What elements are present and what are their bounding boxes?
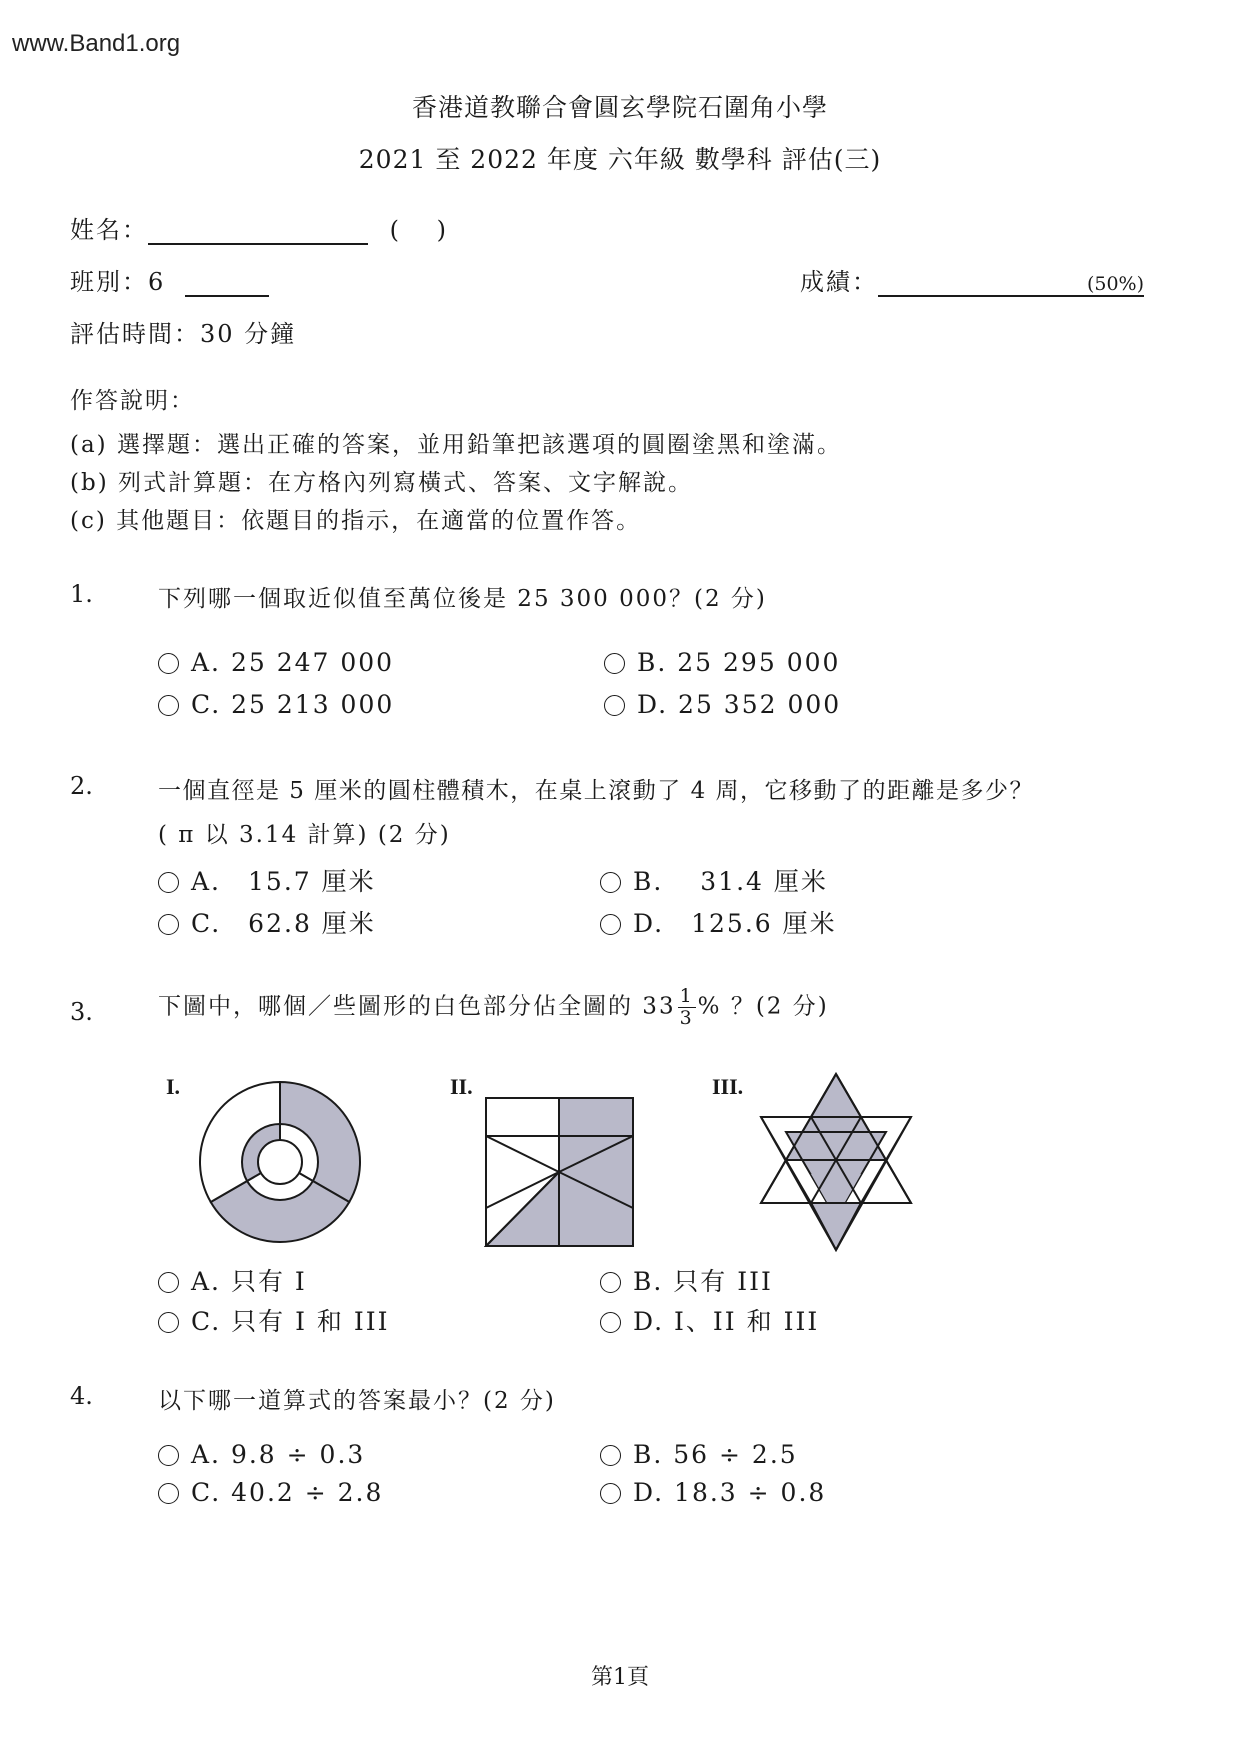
option-a[interactable]: A. 25 247 000: [158, 648, 394, 677]
radio-circle-icon[interactable]: [600, 872, 621, 893]
figure-iii-star: [758, 1072, 914, 1254]
site-watermark: www.Band1.org: [12, 30, 181, 57]
score-label: 成績：: [800, 268, 878, 296]
class-number-paren: ( ): [389, 216, 448, 244]
option-b[interactable]: B. 25 295 000: [604, 648, 840, 677]
school-name: 香港道教聯合會圓玄學院石圍角小學: [411, 93, 828, 122]
instruction-item: (b) 列式計算題：在方格內列寫橫式、答案、文字解說。: [70, 470, 693, 496]
name-blank[interactable]: [148, 219, 368, 245]
option-b[interactable]: B. 31.4 厘米: [600, 862, 828, 898]
figure-i-ring: [190, 1072, 370, 1252]
radio-circle-icon[interactable]: [158, 1272, 179, 1293]
radio-circle-icon[interactable]: [604, 653, 625, 674]
instruction-item: (c) 其他題目：依題目的指示，在適當的位置作答。: [70, 508, 642, 534]
time-label: 評估時間：30 分鐘: [70, 320, 297, 348]
instructions-heading: 作答說明：: [70, 388, 195, 414]
instruction-item: (a) 選擇題：選出正確的答案，並用鉛筆把該選項的圓圈塗黑和塗滿。: [70, 432, 842, 458]
option-d[interactable]: D. 125.6 厘米: [600, 904, 837, 940]
name-label: 姓名：: [70, 216, 148, 244]
class-field: [70, 262, 269, 297]
radio-circle-icon[interactable]: [600, 1445, 621, 1466]
option-d[interactable]: D. I、II 和 III: [600, 1302, 819, 1338]
score-blank[interactable]: [878, 271, 1144, 297]
radio-circle-icon[interactable]: [600, 914, 621, 935]
option-c[interactable]: C. 只有 I 和 III: [158, 1302, 389, 1338]
question-text: 下圖中，哪個／些圖形的白色部分佔全圖的 33 $\frac{1}{3}$ % ？(2 分): [158, 985, 829, 1029]
radio-circle-icon[interactable]: [158, 1483, 179, 1504]
question-text: 一個直徑是 5 厘米的圓柱體積木，在桌上滾動了 4 周，它移動了的距離是多少？: [158, 778, 1035, 804]
exam-title: 2021 至 2022 年度 六年級 數學科 評估(三): [358, 145, 882, 174]
option-d[interactable]: D. 25 352 000: [604, 690, 841, 719]
fraction-one-third: $\frac{1}{3}$: [679, 985, 694, 1029]
question-text: 下列哪一個取近似值至萬位後是 25 300 000？(2 分): [158, 586, 767, 612]
radio-circle-icon[interactable]: [604, 695, 625, 716]
option-c[interactable]: C. 25 213 000: [158, 690, 394, 719]
option-c[interactable]: C. 40.2 ÷ 2.8: [158, 1478, 383, 1507]
score-weight: (50%): [1086, 273, 1144, 295]
figure-ii-square: [484, 1096, 640, 1252]
class-blank[interactable]: [185, 271, 269, 297]
option-d[interactable]: D. 18.3 ÷ 0.8: [600, 1478, 826, 1507]
radio-circle-icon[interactable]: [158, 653, 179, 674]
page-number: 第1頁: [591, 1665, 649, 1690]
option-b[interactable]: B. 只有 III: [600, 1262, 773, 1298]
class-label: 班別：6: [70, 268, 166, 296]
figure-label-i: I.: [166, 1074, 181, 1099]
name-field: [70, 210, 448, 245]
radio-circle-icon[interactable]: [600, 1312, 621, 1333]
question-number: 3.: [70, 998, 93, 1026]
figure-label-iii: III.: [712, 1074, 744, 1099]
figure-label-ii: II.: [450, 1074, 473, 1099]
radio-circle-icon[interactable]: [158, 914, 179, 935]
question-number: 2.: [70, 772, 93, 800]
radio-circle-icon[interactable]: [600, 1483, 621, 1504]
question-number: 1.: [70, 580, 93, 608]
question-number: 4.: [70, 1382, 93, 1410]
radio-circle-icon[interactable]: [158, 872, 179, 893]
option-a[interactable]: A. 只有 I: [158, 1262, 307, 1298]
option-b[interactable]: B. 56 ÷ 2.5: [600, 1440, 798, 1469]
radio-circle-icon[interactable]: [600, 1272, 621, 1293]
radio-circle-icon[interactable]: [158, 695, 179, 716]
score-field: [800, 262, 1144, 297]
option-a[interactable]: A. 15.7 厘米: [158, 862, 376, 898]
radio-circle-icon[interactable]: [158, 1312, 179, 1333]
question-text: 以下哪一道算式的答案最小？(2 分): [158, 1388, 556, 1414]
question-text-note: ( π 以 3.14 計算) (2 分): [158, 822, 451, 848]
option-a[interactable]: A. 9.8 ÷ 0.3: [158, 1440, 365, 1469]
radio-circle-icon[interactable]: [158, 1445, 179, 1466]
option-c[interactable]: C. 62.8 厘米: [158, 904, 376, 940]
